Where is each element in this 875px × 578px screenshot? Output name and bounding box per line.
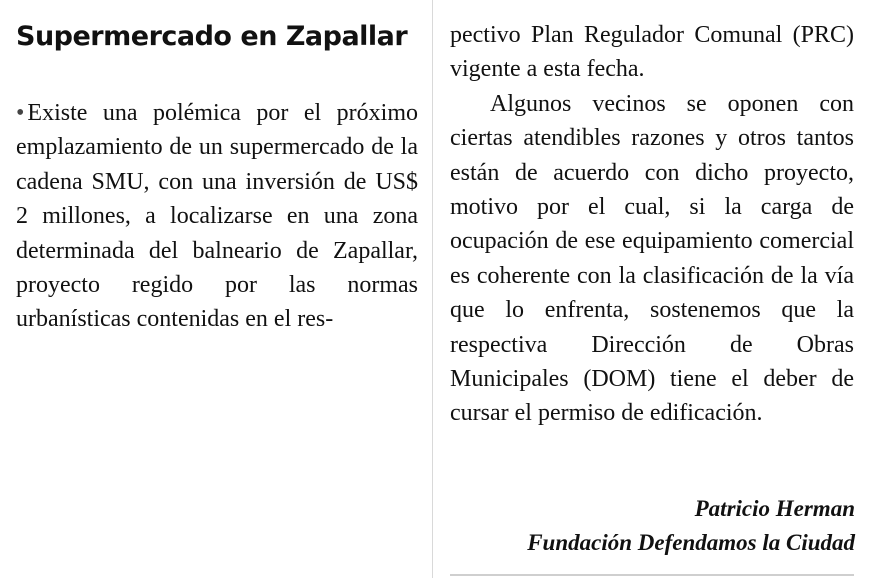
bottom-rule [450,574,854,576]
signature-block [527,492,855,560]
paragraph-argument: Algunos vecinos se oponen con ciertas atendibles razones y otros tantos están de acuerdo con dicho proyecto, motivo por el cual, si la carga de ocupación de ese equipamiento comercial es coherente con la clasificación de la vía que lo enfrenta, sostenemos que la respectiva Dirección de Obras Municipales (DOM) tiene el deber de cursar el permiso de edificación. [450,90,854,427]
paragraph-intro [16,96,418,337]
paragraph-intro-text: Existe una polémica por el próximo emplazamiento de un supermercado de la cadena SMU, con una inversión de US$ 2 millones, a localizarse en una zona determinada del balneario de Zapallar, proyecto regido por las normas urbanísticas contenidas en el res- [16,100,418,333]
right-column [450,18,854,431]
signature-organization: Fundación Defendamos la Ciudad [527,530,855,555]
paragraph-intro-continued: pectivo Plan Regulador Comunal (PRC) vigente a esta fecha. [450,22,854,83]
signature-name: Patricio Herman [694,496,855,521]
bullet-icon: • [16,100,25,126]
left-column [16,18,418,337]
article-headline: Supermercado en Zapallar [16,21,408,52]
column-divider [432,0,433,578]
